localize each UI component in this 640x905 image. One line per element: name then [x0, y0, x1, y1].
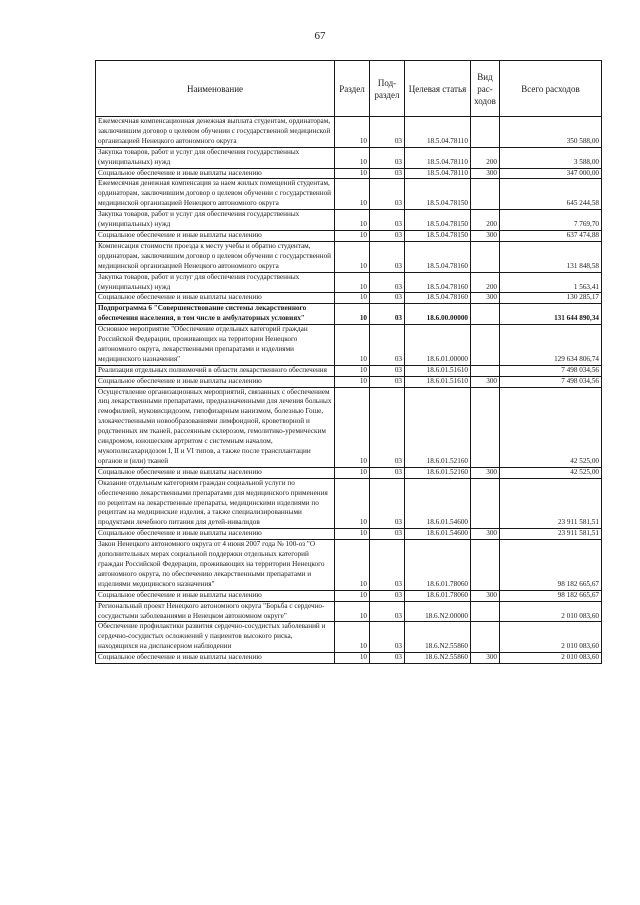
cell-target: 18.5.04.78150 — [405, 210, 471, 231]
cell-target: 18.5.04.78150 — [405, 230, 471, 241]
cell-subsection: 03 — [370, 622, 405, 653]
cell-type — [471, 325, 500, 366]
cell-amount: 98 182 665,67 — [500, 540, 602, 591]
cell-target: 18.6.N2.55860 — [405, 653, 471, 664]
table-row — [96, 529, 602, 540]
cell-target: 18.5.04.78160 — [405, 241, 471, 272]
cell-target: 18.6.00.00000 — [405, 304, 471, 325]
cell-section: 10 — [335, 653, 370, 664]
cell-amount: 1 563,41 — [500, 272, 602, 293]
cell-amount: 350 588,00 — [500, 117, 602, 148]
cell-name: Социальное обеспечение и иные выплаты населению — [96, 168, 335, 179]
cell-type — [471, 478, 500, 529]
cell-type: 200 — [471, 272, 500, 293]
header-subsection: Под-раздел — [370, 61, 405, 117]
cell-section: 10 — [335, 230, 370, 241]
cell-amount: 23 911 581,51 — [500, 478, 602, 529]
cell-name: Оказание отдельным категориям граждан социальной услуги по обеспечению лекарственными препаратами для медицинского применения по рецептам на лекарственные препараты, медицинскими изделиями по рецептам на медицинские изделия, а также специализированными продуктами лечебного питания для детей-инвалидов — [96, 478, 335, 529]
cell-name: Осуществление организационных мероприятий, связанных с обеспечением лиц лекарственными препаратами, предназначенными для лечения больных гемофилией, муковисцидозом, гипофизарным нанизмом, болезнью Гоше, злокачественными новообразованиями лимфоидной, кроветворной и родственных им тканей, рассеянным склерозом, гемолитико-уремическим синдромом, юношеским артритом с системным началом, мукополисахаридозом I, II и VI типов, а также после трансплантации органов и (или) тканей — [96, 387, 335, 467]
cell-type: 300 — [471, 590, 500, 601]
table-row — [96, 147, 602, 168]
cell-name: Социальное обеспечение и иные выплаты населению — [96, 230, 335, 241]
cell-amount: 42 525,00 — [500, 387, 602, 467]
cell-target: 18.6.N2.55860 — [405, 622, 471, 653]
table-row — [96, 304, 602, 325]
cell-section: 10 — [335, 179, 370, 210]
cell-section: 10 — [335, 601, 370, 622]
table-row — [96, 540, 602, 591]
cell-section: 10 — [335, 168, 370, 179]
cell-type — [471, 387, 500, 467]
table-row — [96, 622, 602, 653]
cell-name: Социальное обеспечение и иные выплаты населению — [96, 293, 335, 304]
cell-name: Социальное обеспечение и иные выплаты населению — [96, 376, 335, 387]
cell-type — [471, 241, 500, 272]
header-section: Раздел — [335, 61, 370, 117]
cell-name: Социальное обеспечение и иные выплаты населению — [96, 529, 335, 540]
cell-section: 10 — [335, 622, 370, 653]
cell-section: 10 — [335, 590, 370, 601]
cell-amount: 347 000,00 — [500, 168, 602, 179]
cell-amount: 129 634 806,74 — [500, 325, 602, 366]
cell-amount: 131 644 890,34 — [500, 304, 602, 325]
expenditure-table — [95, 60, 602, 664]
cell-subsection: 03 — [370, 179, 405, 210]
cell-amount: 2 010 083,60 — [500, 622, 602, 653]
cell-type — [471, 622, 500, 653]
cell-type: 200 — [471, 210, 500, 231]
cell-section: 10 — [335, 293, 370, 304]
cell-amount: 130 285,17 — [500, 293, 602, 304]
cell-name: Региональный проект Ненецкого автономного округа "Борьба с сердечно-сосудистыми заболеваниями в Ненецком автономном округе" — [96, 601, 335, 622]
cell-section: 10 — [335, 467, 370, 478]
cell-amount: 637 474,88 — [500, 230, 602, 241]
cell-subsection: 03 — [370, 467, 405, 478]
cell-subsection: 03 — [370, 241, 405, 272]
cell-name: Закупка товаров, работ и услуг для обеспечения государственных (муниципальных) нужд — [96, 210, 335, 231]
cell-type — [471, 304, 500, 325]
cell-subsection: 03 — [370, 478, 405, 529]
table-row — [96, 210, 602, 231]
cell-subsection: 03 — [370, 387, 405, 467]
table-row — [96, 601, 602, 622]
cell-section: 10 — [335, 117, 370, 148]
cell-section: 10 — [335, 529, 370, 540]
cell-type: 300 — [471, 168, 500, 179]
cell-target: 18.5.04.78150 — [405, 179, 471, 210]
cell-name: Закупка товаров, работ и услуг для обеспечения государственных (муниципальных) нужд — [96, 272, 335, 293]
cell-name: Компенсация стоимости проезда к месту учебы и обратно студентам, ординаторам, заключившим договор о целевом обучении с государственной медицинской организацией Ненецкого автономного округа — [96, 241, 335, 272]
table-row — [96, 293, 602, 304]
cell-amount: 7 769,70 — [500, 210, 602, 231]
cell-section: 10 — [335, 210, 370, 231]
header-name: Наименование — [96, 61, 335, 117]
cell-amount: 7 498 034,56 — [500, 365, 602, 376]
cell-amount: 645 244,58 — [500, 179, 602, 210]
cell-subsection: 03 — [370, 168, 405, 179]
page-number: 67 — [314, 30, 326, 42]
cell-type: 300 — [471, 653, 500, 664]
table-row — [96, 387, 602, 467]
table-row — [96, 272, 602, 293]
cell-type: 200 — [471, 147, 500, 168]
cell-name: Обеспечение профилактики развития сердечно-сосудистых заболеваний и сердечно-сосудистых осложнений у пациентов высокого риска, находящихся на диспансерном наблюдении — [96, 622, 335, 653]
cell-type — [471, 117, 500, 148]
cell-subsection: 03 — [370, 210, 405, 231]
table-row — [96, 467, 602, 478]
cell-section: 10 — [335, 376, 370, 387]
cell-subsection: 03 — [370, 117, 405, 148]
cell-type: 300 — [471, 529, 500, 540]
cell-target: 18.5.04.78160 — [405, 272, 471, 293]
cell-target: 18.5.04.78160 — [405, 293, 471, 304]
cell-type: 300 — [471, 293, 500, 304]
cell-type — [471, 365, 500, 376]
cell-subsection: 03 — [370, 376, 405, 387]
cell-target: 18.6.01.52160 — [405, 467, 471, 478]
cell-subsection: 03 — [370, 304, 405, 325]
cell-name: Ежемесячная компенсационная денежная выплата студентам, ординаторам, заключившим договор о целевом обучении с государственной медицинской организацией Ненецкого автономного округа — [96, 117, 335, 148]
cell-section: 10 — [335, 387, 370, 467]
cell-subsection: 03 — [370, 147, 405, 168]
cell-subsection: 03 — [370, 529, 405, 540]
cell-target: 18.5.04.78110 — [405, 147, 471, 168]
cell-name: Социальное обеспечение и иные выплаты населению — [96, 467, 335, 478]
cell-subsection: 03 — [370, 230, 405, 241]
cell-subsection: 03 — [370, 601, 405, 622]
table-row — [96, 478, 602, 529]
cell-amount: 98 182 665,67 — [500, 590, 602, 601]
cell-name: Основное мероприятие "Обеспечение отдельных категорий граждан Российской Федерации, проживающих на территории Ненецкого автономного округа, лекарственными препаратами и изделиями медицинского назначения" — [96, 325, 335, 366]
cell-target: 18.6.01.54600 — [405, 529, 471, 540]
cell-amount: 3 588,00 — [500, 147, 602, 168]
cell-target: 18.6.01.78060 — [405, 590, 471, 601]
table-row — [96, 179, 602, 210]
cell-subsection: 03 — [370, 325, 405, 366]
cell-name: Закупка товаров, работ и услуг для обеспечения государственных (муниципальных) нужд — [96, 147, 335, 168]
cell-target: 18.6.01.78060 — [405, 540, 471, 591]
cell-target: 18.6.N2.00000 — [405, 601, 471, 622]
cell-amount: 131 848,58 — [500, 241, 602, 272]
table-row — [96, 653, 602, 664]
cell-type — [471, 601, 500, 622]
cell-section: 10 — [335, 478, 370, 529]
table-row — [96, 590, 602, 601]
table-row — [96, 230, 602, 241]
cell-target: 18.6.01.51610 — [405, 376, 471, 387]
cell-subsection: 03 — [370, 272, 405, 293]
table-row — [96, 325, 602, 366]
cell-subsection: 03 — [370, 540, 405, 591]
cell-target: 18.6.01.00000 — [405, 325, 471, 366]
table-row — [96, 365, 602, 376]
cell-section: 10 — [335, 241, 370, 272]
cell-section: 10 — [335, 272, 370, 293]
cell-name: Социальное обеспечение и иные выплаты населению — [96, 590, 335, 601]
cell-target: 18.6.01.52160 — [405, 387, 471, 467]
cell-subsection: 03 — [370, 653, 405, 664]
cell-target: 18.6.01.51610 — [405, 365, 471, 376]
cell-amount: 7 498 034,56 — [500, 376, 602, 387]
cell-type: 300 — [471, 230, 500, 241]
cell-target: 18.6.01.54600 — [405, 478, 471, 529]
cell-section: 10 — [335, 304, 370, 325]
table-row — [96, 168, 602, 179]
cell-amount: 2 010 083,60 — [500, 601, 602, 622]
cell-name: Ежемесячная денежная компенсация за наем жилых помещений студентам, ординаторам, заключившим договор о целевом обучении с государственной медицинской организацией Ненецкого автономного округа — [96, 179, 335, 210]
cell-target: 18.5.04.78110 — [405, 168, 471, 179]
cell-subsection: 03 — [370, 293, 405, 304]
cell-type: 300 — [471, 376, 500, 387]
table-row — [96, 241, 602, 272]
header-target: Целевая статья — [405, 61, 471, 117]
cell-subsection: 03 — [370, 365, 405, 376]
cell-name: Социальное обеспечение и иные выплаты населению — [96, 653, 335, 664]
cell-section: 10 — [335, 325, 370, 366]
header-expense-type: Вид рас-ходов — [471, 61, 500, 117]
cell-name: Подпрограмма 6 "Совершенствование системы лекарственного обеспечения населения, в том числе в амбулаторных условиях" — [96, 304, 335, 325]
cell-amount: 42 525,00 — [500, 467, 602, 478]
table-header-row — [96, 61, 602, 117]
cell-section: 10 — [335, 147, 370, 168]
cell-name: Закон Ненецкого автономного округа от 4 июня 2007 года № 100-оз "О дополнительных мерах социальной поддержки отдельных категорий граждан Российской Федерации, проживающих на территории Ненецкого автономного округа, по обеспечению лекарственными препаратами и изделиями медицинского назначения" — [96, 540, 335, 591]
cell-section: 10 — [335, 365, 370, 376]
cell-subsection: 03 — [370, 590, 405, 601]
header-total: Всего расходов — [500, 61, 602, 117]
table-row — [96, 376, 602, 387]
cell-type — [471, 179, 500, 210]
table-row — [96, 117, 602, 148]
cell-type: 300 — [471, 467, 500, 478]
cell-amount: 23 911 581,51 — [500, 529, 602, 540]
cell-name: Реализация отдельных полномочий в области лекарственного обеспечения — [96, 365, 335, 376]
cell-type — [471, 540, 500, 591]
cell-target: 18.5.04.78110 — [405, 117, 471, 148]
table-body — [96, 117, 602, 664]
cell-amount: 2 010 083,60 — [500, 653, 602, 664]
cell-section: 10 — [335, 540, 370, 591]
